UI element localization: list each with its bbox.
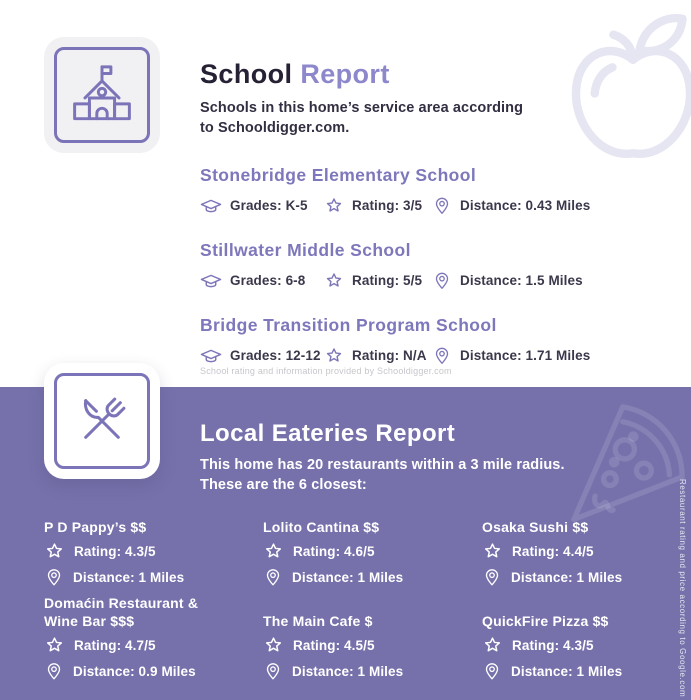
school-entry (200, 165, 660, 217)
rating-text: Rating: N/A (352, 348, 427, 364)
location-pin-icon (44, 566, 64, 589)
restaurant-name: The Main Cafe $ (263, 613, 373, 629)
local-eateries-section (0, 387, 691, 700)
restaurant-rating-row (263, 541, 482, 562)
restaurant-distance-row (263, 566, 482, 589)
grades-detail (200, 196, 324, 216)
school-name: Stonebridge Elementary School (200, 164, 477, 185)
restaurant-distance-row (44, 566, 263, 589)
school-detail-row (200, 270, 660, 292)
school-report-title (200, 60, 660, 90)
restaurant-rating-row (44, 541, 263, 562)
star-icon (324, 196, 344, 216)
graduation-cap-icon (200, 271, 222, 291)
restaurant-cell (44, 593, 263, 683)
star-icon (44, 635, 65, 656)
restaurant-rating-row (482, 635, 669, 656)
eateries-icon-frame (54, 373, 150, 469)
eateries-report-content (200, 420, 640, 495)
distance-text: Distance: 1 Miles (511, 570, 623, 585)
location-pin-icon (263, 660, 283, 683)
star-icon (263, 541, 284, 562)
school-building-icon (65, 58, 139, 132)
star-icon (44, 541, 65, 562)
location-pin-icon (432, 345, 452, 367)
star-icon (482, 541, 503, 562)
distance-text: Distance: 1.71 Miles (460, 348, 591, 364)
school-entry (200, 240, 660, 292)
school-entry (200, 315, 660, 367)
location-pin-icon (482, 566, 502, 589)
restaurant-distance-row (482, 660, 669, 683)
restaurant-name: Lolito Cantina $$ (263, 519, 380, 535)
star-icon (263, 635, 284, 656)
restaurant-grid (44, 499, 669, 683)
rating-text: Rating: 4.3/5 (512, 638, 594, 653)
school-detail-row (200, 195, 660, 217)
school-footnote: School rating and information provided by Schooldigger.com (200, 366, 452, 376)
restaurant-cell (263, 593, 482, 683)
restaurant-cell (482, 593, 669, 683)
restaurant-cell (44, 499, 263, 589)
restaurant-cell (482, 499, 669, 589)
restaurant-rating-row (482, 541, 669, 562)
crossed-utensils-icon (66, 385, 138, 457)
school-report-content (200, 60, 660, 367)
rating-text: Rating: 4.5/5 (293, 638, 375, 653)
restaurant-rating-row (263, 635, 482, 656)
restaurant-source-note: Restaurant rating and price according to Google.com (678, 479, 687, 698)
rating-detail (324, 346, 432, 366)
location-pin-icon (263, 566, 283, 589)
location-pin-icon (482, 660, 502, 683)
restaurant-rating-row (44, 635, 263, 656)
restaurant-distance-row (44, 660, 263, 683)
grades-text: Grades: K-5 (230, 198, 308, 214)
location-pin-icon (432, 195, 452, 217)
rating-detail (324, 196, 432, 216)
grades-text: Grades: 12-12 (230, 348, 321, 364)
restaurant-name: P D Pappy’s $$ (44, 519, 147, 535)
distance-text: Distance: 0.43 Miles (460, 198, 591, 214)
distance-text: Distance: 1 Miles (73, 570, 185, 585)
title-accent: Report (300, 59, 390, 89)
star-icon (324, 346, 344, 366)
restaurant-name: QuickFire Pizza $$ (482, 613, 609, 629)
grades-detail (200, 346, 324, 366)
restaurant-distance-row (482, 566, 669, 589)
distance-detail (432, 270, 583, 292)
distance-text: Distance: 1 Miles (511, 664, 623, 679)
location-pin-icon (432, 270, 452, 292)
rating-text: Rating: 4.6/5 (293, 544, 375, 559)
school-name: Bridge Transition Program School (200, 314, 497, 335)
eateries-report-title: Local Eateries Report (200, 420, 456, 447)
grades-text: Grades: 6-8 (230, 273, 306, 289)
school-report-subtitle: Schools in this home’s service area according to Schooldigger.com. (200, 99, 524, 137)
school-icon-card (44, 37, 160, 153)
eateries-report-subtitle: This home has 20 restaurants within a 3 mile radius. These are the 6 closest: (200, 457, 565, 493)
location-pin-icon (44, 660, 64, 683)
title-primary: School (200, 59, 293, 89)
star-icon (324, 271, 344, 291)
school-detail-row (200, 345, 660, 367)
restaurant-distance-row (263, 660, 482, 683)
rating-detail (324, 271, 432, 291)
rating-text: Rating: 4.3/5 (74, 544, 156, 559)
restaurant-name: Domaćin Restaurant & Wine Bar $$$ (44, 595, 199, 629)
school-icon-frame (54, 47, 150, 143)
restaurant-name: Osaka Sushi $$ (482, 519, 589, 535)
distance-detail (432, 195, 590, 217)
restaurant-cell (263, 499, 482, 589)
rating-text: Rating: 3/5 (352, 198, 423, 214)
distance-text: Distance: 1 Miles (292, 570, 404, 585)
distance-text: Distance: 1 Miles (292, 664, 404, 679)
rating-text: Rating: 5/5 (352, 273, 423, 289)
distance-detail (432, 345, 590, 367)
school-name: Stillwater Middle School (200, 239, 411, 260)
star-icon (482, 635, 503, 656)
graduation-cap-icon (200, 346, 222, 366)
rating-text: Rating: 4.4/5 (512, 544, 594, 559)
eateries-icon-card (44, 363, 160, 479)
rating-text: Rating: 4.7/5 (74, 638, 156, 653)
distance-text: Distance: 1.5 Miles (460, 273, 583, 289)
graduation-cap-icon (200, 196, 222, 216)
distance-text: Distance: 0.9 Miles (73, 664, 196, 679)
grades-detail (200, 271, 324, 291)
